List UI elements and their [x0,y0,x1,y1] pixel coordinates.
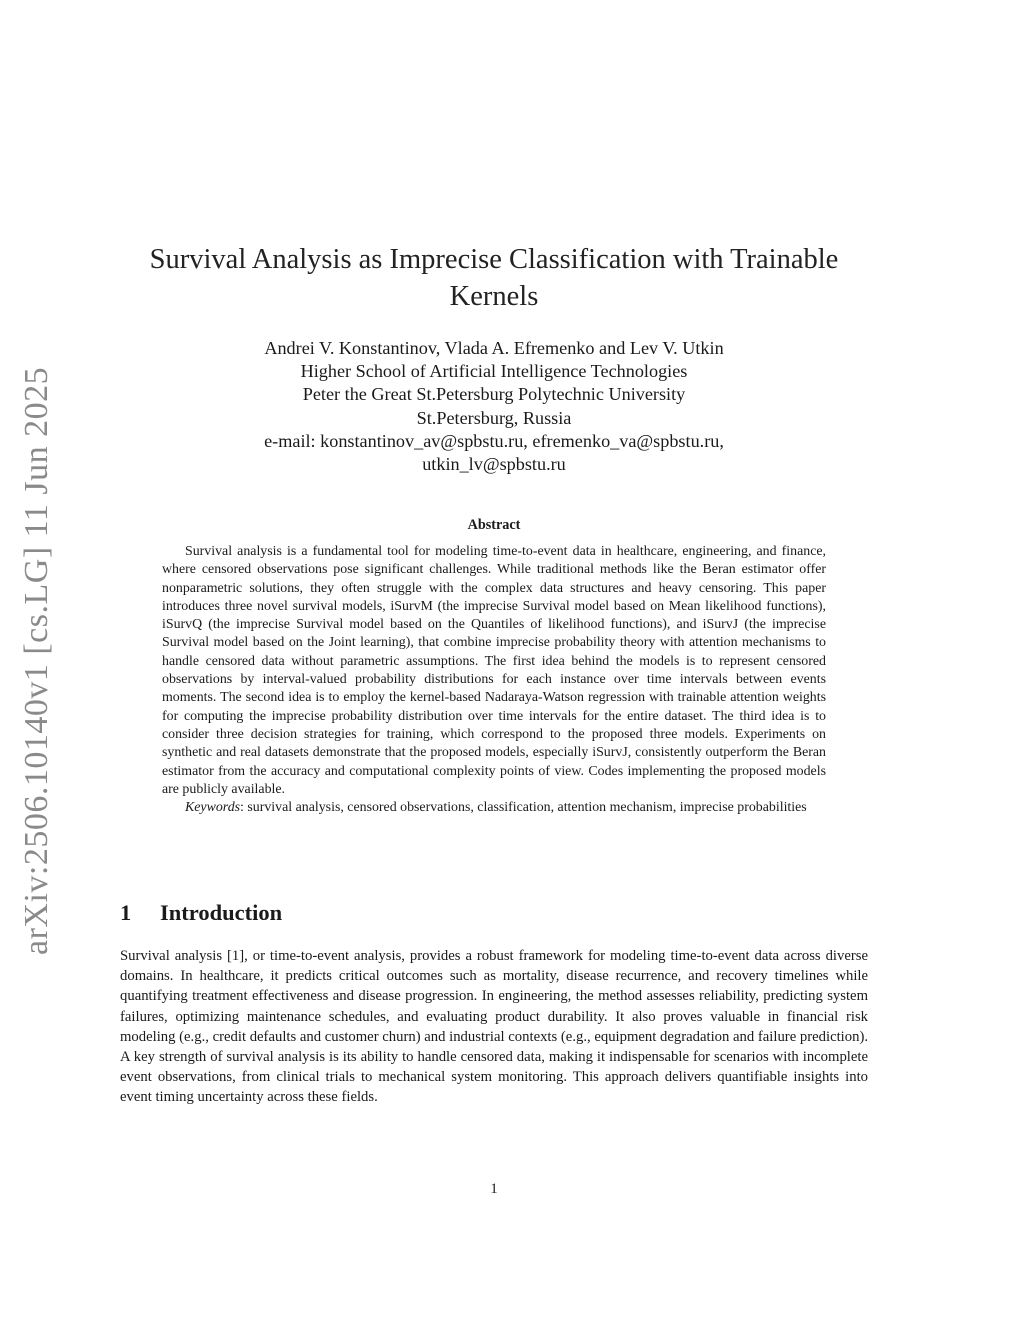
section-number: 1 [120,900,132,925]
keywords-line [162,799,826,817]
abstract-heading: Abstract [467,517,521,533]
affiliation-location: St.Petersburg, Russia [416,407,572,428]
email-line-1[interactable]: e-mail: konstantinov_av@spbstu.ru, efremenko_va@spbstu.ru, [264,430,724,451]
paper-title: Survival Analysis as Imprecise Classification with Trainable Kernels [149,244,839,312]
keywords-label: Keywords [185,800,241,816]
email-line-2[interactable]: utkin_lv@spbstu.ru [422,454,566,475]
page-number: 1 [490,1181,498,1197]
abstract-body [162,543,826,817]
section-heading [120,900,282,926]
introduction-paragraph: Survival analysis [1], or time-to-event analysis, provides a robust framework for modeling time-to-event data across diverse domains. In healthcare, it predicts critical outcomes such as mortality, disease recurrence, and recovery timelines while quantifying treatment effectiveness and disease progression. In engineering, the method assesses reliability, predicting system failures, optimizing maintenance schedules, and evaluating product durability. It also proves valuable in financial risk modeling (e.g., credit defaults and customer churn) and industrial contexts (e.g., equipment degradation and failure prediction). A key strength of survival analysis is its ability to handle censored data, making it indispensable for scenarios with incomplete event observations, from clinical trials to mechanical system monitoring. This approach delivers quantifiable insights into event timing uncertainty across these fields. [120,948,869,1106]
author-names: Andrei V. Konstantinov, Vlada A. Efremenko and Lev V. Utkin [264,338,724,358]
keywords-list: : survival analysis, censored observations, classification, attention mechanism, imprecise probabilities [240,800,807,816]
affiliation-school: Higher School of Artificial Intelligence Technologies [300,361,688,382]
section-title: Introduction [160,900,283,925]
arxiv-identifier-stamp[interactable]: arXiv:2506.10140v1 [cs.LG] 11 Jun 2025 [18,366,55,955]
abstract-text: Survival analysis is a fundamental tool for modeling time-to-event data in healthcare, engineering, and finance, where censored observations pose significant challenges. While traditional methods like the Beran estimator offer nonparametric solutions, they often struggle with the complex data structures and heavy censoring. This paper introduces three novel survival models, iSurvM (the imprecise Survival model based on Mean likelihood functions), iSurvQ (the imprecise Survival model based on the Quantiles of likelihood functions), and iSurvJ (the imprecise Survival model based on the Joint learning), that combine imprecise probability theory with attention mechanisms to handle censored data without parametric assumptions. The first idea behind the models is to represent censored observations by interval-valued probability distributions for each instance over time intervals between events moments. The second idea is to employ the kernel-based Nadaraya-Watson regression with trainable attention weights for computing the imprecise probability distribution over time intervals for the entire dataset. The third idea is to consider three decision strategies for training, which correspond to the proposed three models. Experiments on synthetic and real datasets demonstrate that the proposed models, especially iSurvJ, consistently outperform the Beran estimator from the accuracy and computational complexity points of view. Codes implementing the proposed models are publicly available. [162,544,826,797]
introduction-body [120,946,868,1108]
author-block [140,337,848,476]
affiliation-university: Peter the Great St.Petersburg Polytechnic University [302,384,686,405]
